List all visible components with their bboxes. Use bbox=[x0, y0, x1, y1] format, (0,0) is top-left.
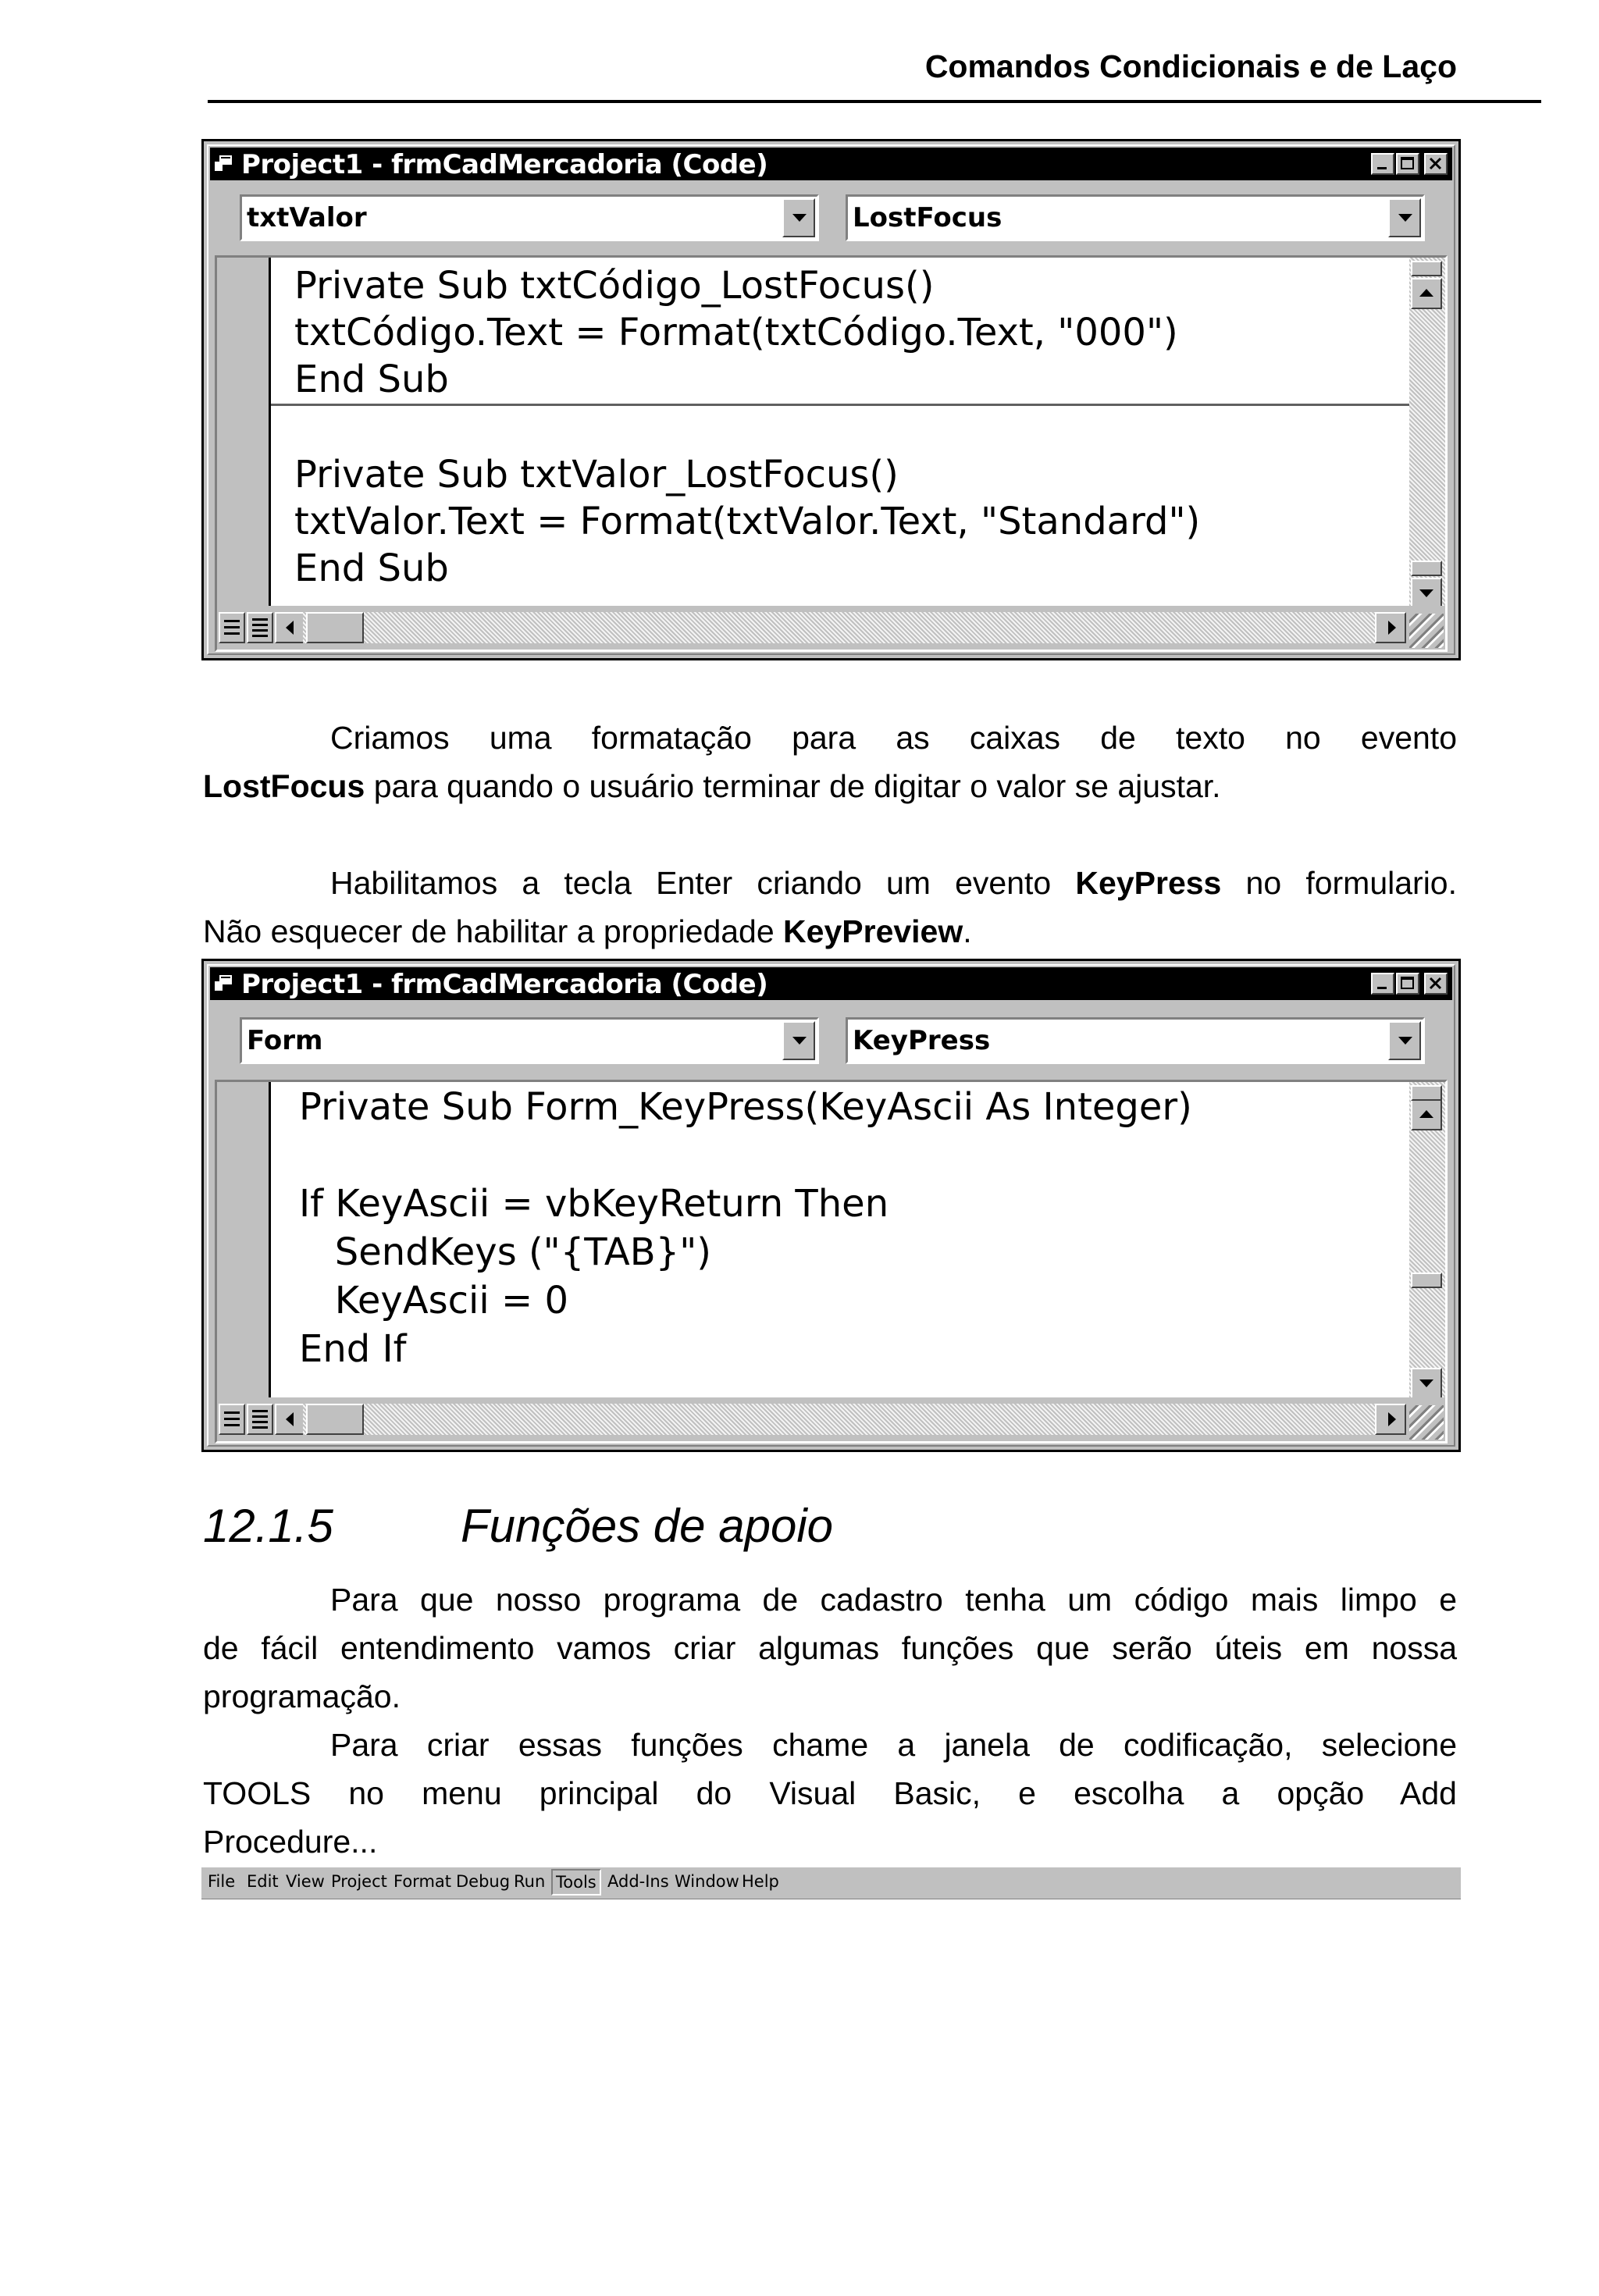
dropdown-arrow-icon[interactable] bbox=[1388, 1021, 1421, 1060]
code-line: SendKeys ("{TAB}") bbox=[299, 1230, 711, 1274]
vertical-scrollbar[interactable] bbox=[1409, 258, 1445, 606]
code-editor[interactable] bbox=[215, 1080, 1448, 1443]
horizontal-scrollbar[interactable] bbox=[217, 606, 1445, 650]
menu-tools[interactable]: Tools bbox=[551, 1869, 601, 1896]
paragraph bbox=[203, 859, 1457, 956]
menu-edit[interactable]: Edit bbox=[247, 1872, 279, 1891]
code-line: End If bbox=[299, 1327, 407, 1371]
menu-project[interactable]: Project bbox=[331, 1872, 387, 1891]
text-line: Não esquecer de habilitar a propriedade KeyPreview. bbox=[203, 913, 972, 949]
code-line: txtCódigo.Text = Format(txtCódigo.Text, "000") bbox=[294, 311, 1178, 354]
code-line: Private Sub Form_KeyPress(KeyAscii As Integer) bbox=[299, 1085, 1192, 1129]
scroll-thumb[interactable] bbox=[1411, 1273, 1442, 1288]
text-line: LostFocus para quando o usuário terminar de digitar o valor se ajustar. bbox=[203, 768, 1221, 804]
section-title: Funções de apoio bbox=[461, 1500, 834, 1552]
text-line: TOOLS no menu principal do Visual Basic, e escolha a opção Add bbox=[203, 1775, 1457, 1811]
scroll-thumb[interactable] bbox=[306, 1404, 364, 1435]
menu-view[interactable]: View bbox=[286, 1872, 325, 1891]
minimize-button[interactable] bbox=[1371, 153, 1394, 175]
scroll-thumb[interactable] bbox=[1411, 261, 1442, 276]
resize-grip-icon[interactable] bbox=[1409, 1405, 1444, 1440]
text-line: de fácil entendimento vamos criar algumas funções que serão úteis em nossa bbox=[203, 1630, 1457, 1666]
text-line: Para criar essas funções chame a janela de codificação, selecione bbox=[330, 1727, 1457, 1763]
scroll-up-button[interactable] bbox=[1411, 278, 1442, 309]
bold-term: KeyPress bbox=[1075, 865, 1222, 901]
scroll-left-button[interactable] bbox=[275, 1404, 306, 1435]
margin-indicator-bar bbox=[217, 258, 271, 606]
menu-add-ins[interactable]: Add-Ins bbox=[607, 1872, 669, 1891]
menu-run[interactable]: Run bbox=[514, 1872, 546, 1891]
close-button[interactable] bbox=[1424, 153, 1448, 175]
scroll-right-button[interactable] bbox=[1375, 612, 1406, 643]
code-line: End Sub bbox=[294, 546, 449, 590]
procedure-combo[interactable] bbox=[846, 1017, 1425, 1064]
procedure-view-icon[interactable] bbox=[219, 612, 245, 643]
procedure-combo[interactable] bbox=[846, 194, 1425, 241]
scroll-thumb[interactable] bbox=[1411, 561, 1442, 576]
scroll-track[interactable] bbox=[303, 1404, 1400, 1435]
text-line: Habilitamos a tecla Enter criando um evento KeyPress no formulario. bbox=[330, 865, 1458, 901]
code-line: End Sub bbox=[294, 358, 449, 401]
minimize-button[interactable] bbox=[1371, 973, 1394, 995]
object-combo-value: Form bbox=[247, 1025, 323, 1056]
resize-grip-icon[interactable] bbox=[1409, 614, 1444, 648]
close-button[interactable] bbox=[1424, 973, 1448, 995]
procedure-view-icon[interactable] bbox=[219, 1404, 245, 1435]
maximize-icon bbox=[1398, 974, 1418, 993]
running-header bbox=[208, 48, 1457, 101]
bold-term: LostFocus bbox=[203, 768, 365, 804]
text-line: programação. bbox=[203, 1678, 401, 1714]
paragraph bbox=[203, 714, 1457, 810]
paragraph bbox=[203, 1575, 1457, 1721]
code-editor[interactable] bbox=[215, 255, 1448, 652]
scroll-thumb[interactable] bbox=[306, 612, 364, 643]
scroll-down-button[interactable] bbox=[1411, 1368, 1442, 1399]
window-title: Project1 - frmCadMercadoria (Code) bbox=[241, 149, 768, 180]
object-combo-value: txtValor bbox=[247, 202, 367, 233]
full-module-view-icon[interactable] bbox=[247, 612, 273, 643]
window-titlebar[interactable] bbox=[210, 967, 1452, 1000]
horizontal-scrollbar[interactable] bbox=[217, 1397, 1445, 1441]
menu-debug[interactable]: Debug bbox=[456, 1872, 511, 1891]
code-window-1 bbox=[201, 139, 1461, 660]
section-heading bbox=[203, 1499, 1452, 1561]
scroll-down-button[interactable] bbox=[1411, 578, 1442, 609]
code-line: KeyAscii = 0 bbox=[299, 1279, 568, 1322]
menu-window[interactable]: Window bbox=[675, 1872, 739, 1891]
code-window-icon bbox=[215, 155, 232, 171]
header-title: Comandos Condicionais e de Laço bbox=[924, 48, 1457, 84]
scroll-thumb[interactable] bbox=[1411, 1085, 1442, 1101]
scroll-track[interactable] bbox=[303, 612, 1400, 643]
code-area[interactable] bbox=[271, 258, 1409, 606]
dropdown-arrow-icon[interactable] bbox=[782, 198, 815, 237]
dropdown-arrow-icon[interactable] bbox=[782, 1021, 815, 1060]
header-rule bbox=[208, 100, 1541, 103]
minimize-icon bbox=[1373, 155, 1393, 173]
menu-file[interactable]: File bbox=[208, 1872, 236, 1891]
dropdown-arrow-icon[interactable] bbox=[1388, 198, 1421, 237]
window-title: Project1 - frmCadMercadoria (Code) bbox=[241, 969, 768, 1000]
scroll-right-button[interactable] bbox=[1375, 1404, 1406, 1435]
full-module-view-icon[interactable] bbox=[247, 1404, 273, 1435]
close-icon bbox=[1426, 155, 1446, 173]
text-line: Para que nosso programa de cadastro tenha um código mais limpo e bbox=[330, 1582, 1457, 1618]
code-line: Private Sub txtValor_LostFocus() bbox=[294, 453, 899, 497]
text-line: Procedure... bbox=[203, 1824, 378, 1860]
margin-indicator-bar bbox=[217, 1082, 271, 1397]
code-window-icon bbox=[215, 975, 232, 991]
maximize-icon bbox=[1398, 155, 1418, 173]
code-line: Private Sub txtCódigo_LostFocus() bbox=[294, 264, 935, 308]
procedure-separator bbox=[271, 404, 1409, 406]
scroll-up-button[interactable] bbox=[1411, 1099, 1442, 1130]
procedure-combo-value: KeyPress bbox=[853, 1025, 991, 1056]
object-combo[interactable] bbox=[240, 1017, 819, 1064]
section-number: 12.1.5 bbox=[203, 1500, 333, 1552]
text-line: Criamos uma formatação para as caixas de texto no evento bbox=[330, 720, 1457, 756]
paragraph bbox=[203, 1721, 1457, 1866]
window-titlebar[interactable] bbox=[210, 148, 1452, 180]
bold-term: KeyPreview bbox=[783, 913, 963, 949]
vertical-scrollbar[interactable] bbox=[1409, 1082, 1445, 1397]
minimize-icon bbox=[1373, 974, 1393, 993]
vb-menu-bar bbox=[201, 1867, 1461, 1899]
procedure-combo-value: LostFocus bbox=[853, 202, 1002, 233]
maximize-button[interactable] bbox=[1396, 973, 1419, 995]
code-line: If KeyAscii = vbKeyReturn Then bbox=[299, 1182, 889, 1226]
menu-format[interactable]: Format bbox=[394, 1872, 452, 1891]
object-combo[interactable] bbox=[240, 194, 819, 241]
menu-help[interactable]: Help bbox=[742, 1872, 779, 1891]
scroll-left-button[interactable] bbox=[275, 612, 306, 643]
close-icon bbox=[1426, 974, 1446, 993]
code-window-2 bbox=[201, 959, 1461, 1452]
maximize-button[interactable] bbox=[1396, 153, 1419, 175]
code-area[interactable] bbox=[271, 1082, 1409, 1397]
code-line: txtValor.Text = Format(txtValor.Text, "Standard") bbox=[294, 500, 1201, 543]
